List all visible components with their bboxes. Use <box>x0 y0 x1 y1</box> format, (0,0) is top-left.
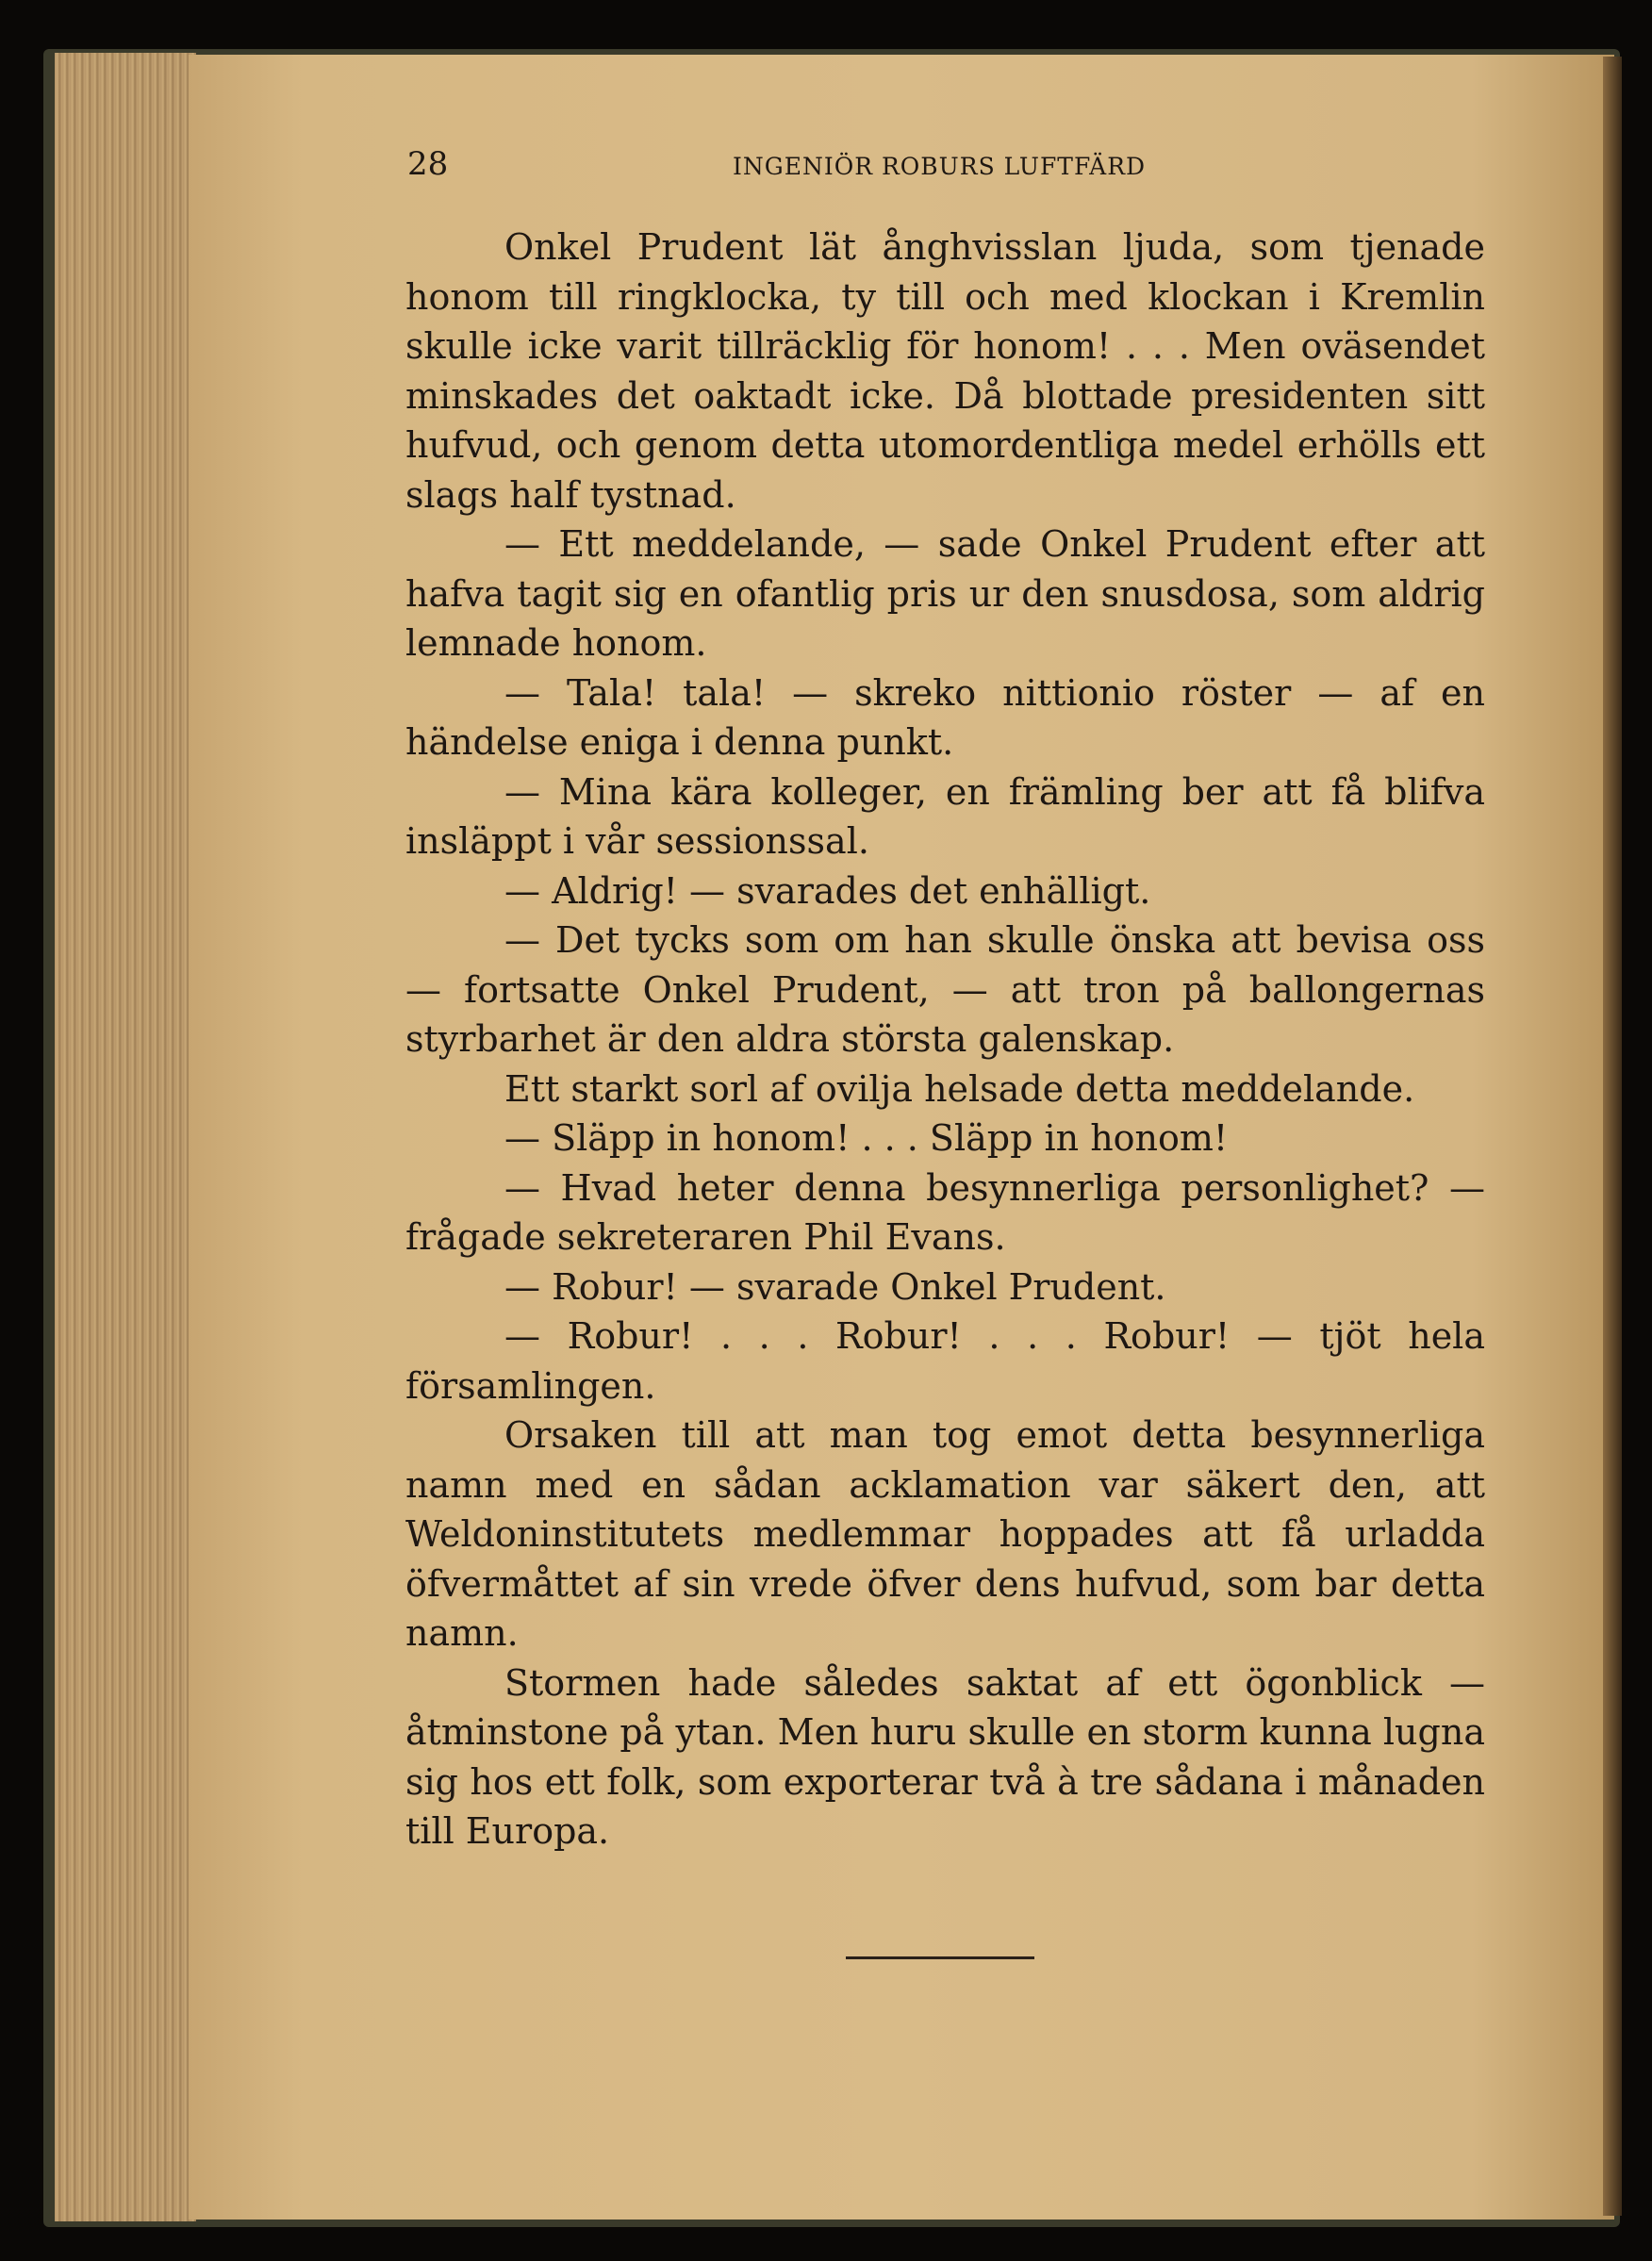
page-header <box>407 145 1490 189</box>
paragraph: — Det tycks som om han skulle önska att bevisa oss — fortsatte Onkel Prudent, — att tron på ballongernas styrbarhet är den aldra största galenskap. <box>405 919 1485 1060</box>
page-gutter-shadow <box>1603 57 1622 2216</box>
paragraph: — Ett meddelande, — sade Onkel Prudent efter att hafva tagit sig en ofantlig pris ur den snusdosa, som aldrig lemnade honom. <box>405 523 1485 664</box>
paragraph: — Tala! tala! — skreko nittionio röster — af en händelse eniga i denna punkt. <box>405 671 1485 763</box>
paragraph: Orsaken till att man tog emot detta besynnerliga namn med en sådan acklamation var säkert den, att Weldoninstitutets medlemmar hoppades att få urladda öfvermåttet af sin vrede öfver dens hufvud, som bar detta namn. <box>405 1414 1485 1654</box>
paragraph: Stormen hade således saktat af ett ögonblick — åtminstone på ytan. Men huru skulle en storm kunna lugna sig hos ett folk, som exporterar två à tre sådana i månaden till Europa. <box>405 1661 1485 1852</box>
paragraph: Onkel Prudent lät ånghvisslan ljuda, som tjenade honom till ringklocka, ty till och med klockan i Kremlin skulle icke varit tillräcklig för honom! . . . Men oväsendet minskades det oaktadt icke. Då blottade presidenten sitt hufvud, och genom detta utomordentliga medel erhölls ett slags half tystnad. <box>405 226 1485 516</box>
paragraph: — Aldrig! — svarades det enhälligt. <box>504 869 1151 912</box>
body-text <box>405 223 1485 1857</box>
paragraph: Ett starkt sorl af ovilja helsade detta meddelande. <box>504 1067 1415 1110</box>
paragraph: — Hvad heter denna besynnerliga personlighet? — frågade sekreteraren Phil Evans. <box>405 1166 1485 1258</box>
running-title: INGENIÖR ROBURS LUFTFÄRD <box>733 153 1147 180</box>
paragraph: — Robur! — svarade Onkel Prudent. <box>504 1265 1166 1308</box>
paragraph: — Släpp in honom! . . . Släpp in honom! <box>504 1117 1229 1159</box>
page-number: 28 <box>407 145 449 183</box>
paragraph: — Mina kära kolleger, en främling ber att få blifva insläppt i vår sessionssal. <box>405 770 1485 862</box>
page-edges <box>55 53 196 2221</box>
chapter-end-rule <box>846 1956 1034 1959</box>
paragraph: — Robur! . . . Robur! . . . Robur! — tjöt hela församlingen. <box>405 1315 1485 1407</box>
